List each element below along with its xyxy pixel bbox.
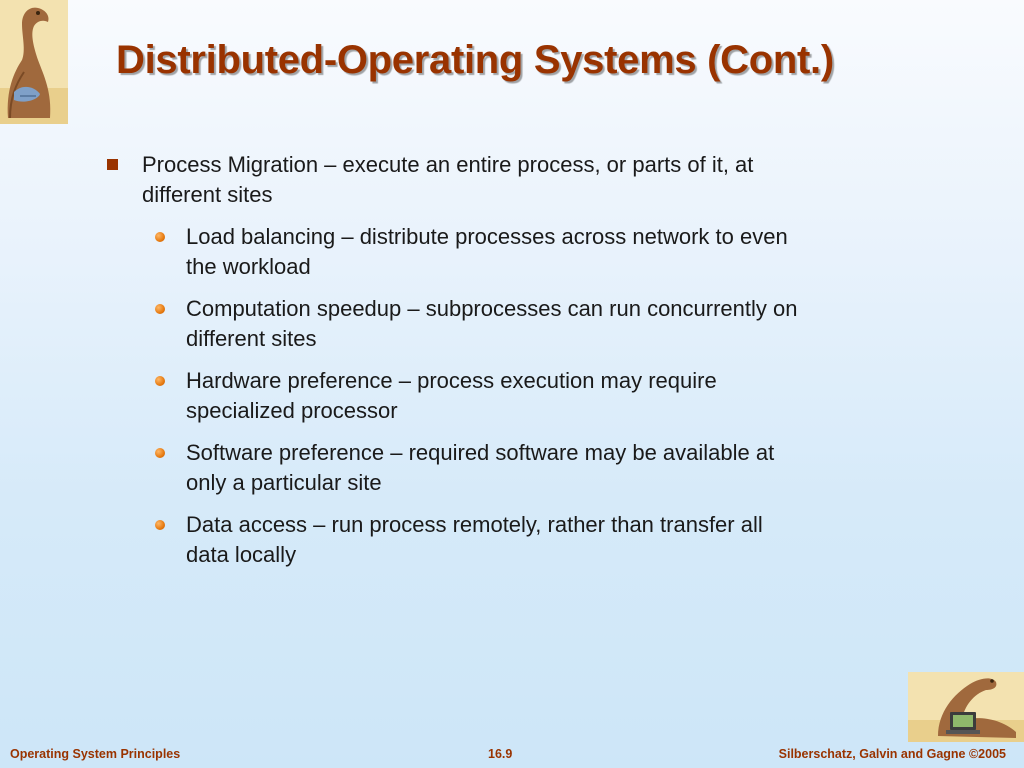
subbullet-load-balancing [100, 222, 920, 282]
round-bullet-icon [155, 304, 165, 314]
subbullet-text-line: Software preference – required software may be available at [186, 440, 775, 465]
subbullet-computation-speedup [100, 294, 920, 354]
subbullet-text-line: Load balancing – distribute processes across network to even [186, 224, 788, 249]
footer-copyright: Silberschatz, Galvin and Gagne ©2005 [778, 747, 1006, 761]
subbullet-text-line: Hardware preference – process execution may require [186, 368, 717, 393]
bullet-text-line: different sites [142, 182, 273, 207]
footer-course-name: Operating System Principles [10, 747, 181, 761]
round-bullet-icon [155, 448, 165, 458]
subbullet-text-line: Computation speedup – subprocesses can run concurrently on [186, 296, 798, 321]
round-bullet-icon [155, 232, 165, 242]
subbullet-text-line: only a particular site [186, 470, 382, 495]
slide-body [100, 150, 920, 570]
subbullet-text-line: specialized processor [186, 398, 398, 423]
subbullet-text-line: different sites [186, 326, 317, 351]
dinosaur-with-laptop-icon [908, 672, 1024, 742]
subbullet-text-line: Data access – run process remotely, rather than transfer all [186, 512, 763, 537]
round-bullet-icon [155, 376, 165, 386]
square-bullet-icon [107, 159, 118, 170]
subbullet-software-preference [100, 438, 920, 498]
bullet-process-migration [100, 150, 920, 210]
subbullet-hardware-preference [100, 366, 920, 426]
subbullet-text-line: the workload [186, 254, 311, 279]
dinosaur-logo-icon [0, 0, 68, 124]
round-bullet-icon [155, 520, 165, 530]
footer-slide-number: 16.9 [488, 747, 513, 761]
slide-title: Distributed-Operating Systems (Cont.) [116, 38, 834, 82]
subbullet-text-line: data locally [186, 542, 297, 567]
subbullet-data-access [100, 510, 920, 570]
bullet-text-line: Process Migration – execute an entire process, or parts of it, at [142, 152, 754, 177]
